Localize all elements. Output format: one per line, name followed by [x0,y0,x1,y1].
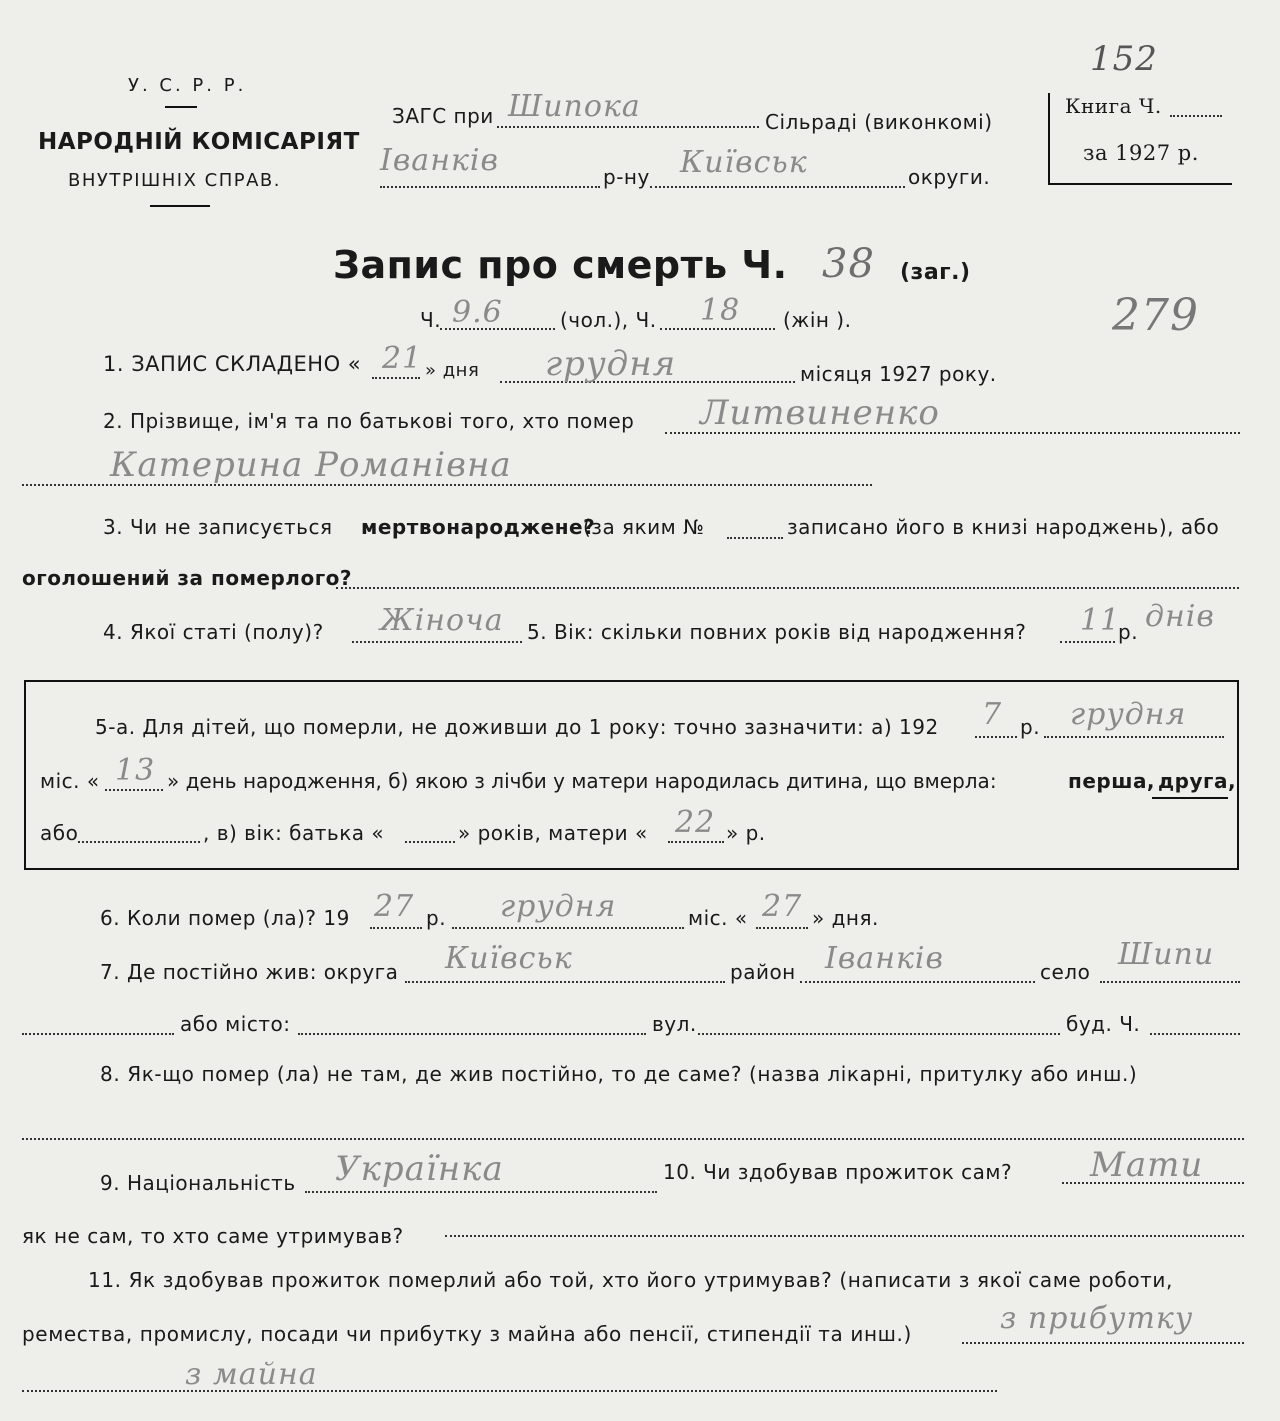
f10-supported-line [445,1235,1244,1237]
f9-label: 9. Національність [100,1171,296,1195]
f7-line2-lead [22,1033,174,1035]
f11-line1: 11. Як здобував прожиток померлий або той, хто його утримував? (написати з якої саме роботи, [88,1268,1173,1292]
f7-street-label: вул. [652,1012,697,1036]
f10-label: 10. Чи здобував прожиток сам? [663,1160,1013,1184]
village-council-label: Сільраді (виконкомі) [765,110,993,134]
female-count-handwritten: 18 [700,293,741,328]
f5a-line1: 5-а. Для дітей, що померли, не доживши до 1 року: точно зазначити: а) 192 [95,715,939,739]
book-number-handwritten: 152 [1090,39,1158,79]
f5a-line3-d: » р. [726,821,766,845]
male-count-handwritten: 9.6 [452,295,503,330]
f6-end: » дня. [812,906,879,930]
f7-village-handwritten: Шипи [1118,937,1215,972]
f6-day-handwritten: 27 [762,889,803,924]
f3-text-b: (за яким № [583,515,705,539]
f10-supported-by-label: як не сам, то хто саме утримував? [22,1224,404,1248]
f4-line [352,641,522,643]
f7-village-label: село [1040,960,1091,984]
f7-city-line [298,1033,646,1035]
general-label: (заг.) [900,260,971,285]
male-prefix: Ч. [420,308,442,332]
f11-value1-handwritten: з прибутку [1000,1301,1194,1336]
f5-line [1060,641,1115,643]
f6-day-line [756,927,808,929]
f5a-second-underline [1152,797,1228,799]
side-number-handwritten: 279 [1112,290,1199,341]
f3-number-line [727,537,783,539]
commissariat-label: НАРОДНІЙ КОМІСАРІЯТ [38,129,360,155]
f4-sex-handwritten: Жіноча [380,603,504,638]
f8-line [22,1138,1244,1140]
f6-label: 6. Коли помер (ла)? 19 [100,906,350,930]
f5a-month-line [1044,736,1224,738]
village-handwritten: Шипока [508,89,641,124]
f3-line [336,587,1239,589]
f5a-line2-a: міс. « [40,769,100,793]
book-year: за 1927 р. [1083,141,1199,165]
district-handwritten: Іванків [380,143,499,178]
male-label: (чол.), Ч. [560,308,657,332]
f3-declared-dead: оголошений за померлого? [22,566,352,590]
f5-days-handwritten: днів [1145,599,1215,634]
f7-district-label: район [730,960,796,984]
f6-month-handwritten: грудня [500,889,617,924]
f2-label: 2. Прізвище, ім'я та по батькові того, хто помер [103,409,635,433]
f3-text-a: 3. Чи не записується [103,515,333,539]
f6-month-label: міс. « [688,906,748,930]
okrug-handwritten: Київськ [680,145,808,180]
f7-okrug-handwritten: Київськ [445,941,573,976]
f5a-day-line [105,789,163,791]
village-line [497,126,759,128]
ussr-label: У. С. Р. Р. [128,75,247,96]
f7-village-line [1100,981,1240,983]
f5a-month-handwritten: грудня [1070,697,1187,732]
f5a-line3-a: або [40,821,79,845]
f1-end: місяця 1927 року. [800,362,997,386]
female-label: (жін ). [783,308,852,332]
f6-year-unit: р. [426,906,447,930]
f5a-year-handwritten: 7 [982,697,1003,732]
book-box-bottom [1048,183,1232,185]
f11-line-a [962,1342,1244,1344]
f7-city-label: або місто: [180,1012,291,1036]
f11-line-b [22,1390,997,1392]
f7-street-line [698,1033,1060,1035]
f5a-year-unit: р. [1020,715,1041,739]
f5a-year-line [975,736,1017,738]
f6-year-handwritten: 27 [374,889,415,924]
f5a-day-handwritten: 13 [115,753,156,788]
f1-month-handwritten: грудня [545,344,677,384]
district-line [380,186,600,188]
f3-stillborn: мертвонароджене? [361,515,596,539]
f7-house-label: буд. Ч. [1066,1012,1141,1036]
f7-house-line [1150,1033,1240,1035]
f4-label: 4. Якої статі (полу)? [103,620,324,644]
f2-surname-handwritten: Литвиненко [700,393,940,433]
f5-label: 5. Вік: скільки повних років від народження? [527,620,1027,644]
f5-age-handwritten: 11 [1080,603,1121,638]
f5a-other-line [78,841,200,843]
divider [165,106,197,108]
f7-okrug-line [405,981,725,983]
book-box-left [1048,93,1050,185]
f5a-mother-line [668,841,724,843]
book-line [1170,115,1222,117]
district-label: р-ну [603,165,650,189]
record-number-handwritten: 38 [822,241,875,287]
f5a-second: друга, [1158,769,1237,793]
divider [150,205,210,207]
record-title: Запис про смерть Ч. [333,243,788,287]
f5-unit: р. [1118,620,1139,644]
okrug-line [650,186,905,188]
f2-name-handwritten: Катерина Романівна [110,445,512,485]
f1-day-handwritten: 21 [382,341,423,376]
f9-nationality-handwritten: Українка [335,1149,504,1189]
f1-label: 1. ЗАПИС СКЛАДЕНО « [103,352,362,376]
f5a-line3-b: , в) вік: батька « [203,821,385,845]
f5a-line3-c: » років, матери « [458,821,648,845]
female-line [660,328,775,330]
f6-month-line [452,927,684,929]
zags-prefix: ЗАГС при [392,104,494,128]
affairs-label: ВНУТРІШНІХ СПРАВ. [68,170,281,191]
f1-mid: » дня [425,360,480,381]
f3-text-c: записано його в книзі народжень), або [787,515,1220,539]
f11-value2-handwritten: з майна [185,1357,318,1392]
book-label: Книга Ч. [1065,94,1162,118]
f7-district-line [800,981,1035,983]
f5a-mother-age-handwritten: 22 [675,805,716,840]
f5a-line2-b: » день народження, б) якою з лічби у матери народилась дитина, що вмерла: [167,769,997,793]
f5a-father-line [405,841,455,843]
f8-label: 8. Як-що помер (ла) не там, де жив постійно, то де саме? (назва лікарні, притулку або инш.) [100,1062,1138,1086]
f5a-first: перша, [1068,769,1156,793]
f7-label: 7. Де постійно жив: округа [100,960,399,984]
f10-value-handwritten: Мати [1090,1145,1204,1185]
f7-district-handwritten: Іванків [825,941,944,976]
f1-day-line [372,377,420,379]
okrug-label: округи. [908,165,991,189]
f11-line2: ремества, промислу, посади чи прибутку з майна або пенсії, стипендії та инш.) [22,1322,912,1346]
f9-line [305,1191,657,1193]
f6-year-line [370,927,422,929]
